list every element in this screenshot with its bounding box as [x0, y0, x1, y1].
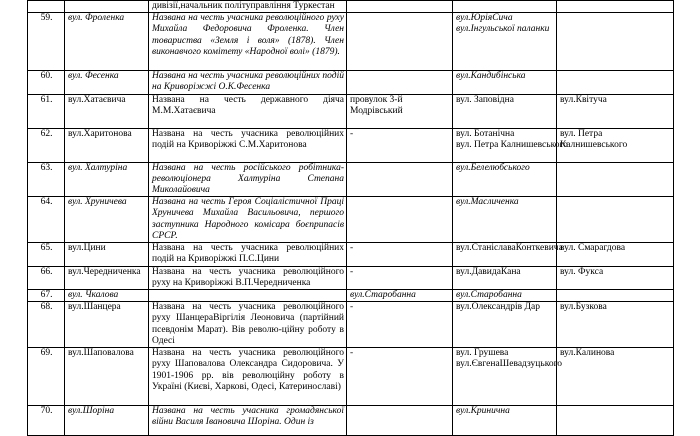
old-street-name: вул.Чередниченка — [65, 266, 149, 289]
row-number: 62. — [28, 128, 65, 162]
table-row — [28, 162, 674, 197]
new-street-name: вул.Белелюбського — [453, 162, 557, 197]
old-street-name: вул.Хатаєвича — [65, 94, 149, 128]
naming-description: Названа на честь учасника революційних подій на Криворіжжі С.М.Харитонова — [149, 128, 347, 162]
new-street-name: вул.Кринична — [453, 406, 557, 436]
row-number: 67. — [28, 290, 65, 302]
old-street-name: вул.Шоріна — [65, 406, 149, 436]
table-row — [28, 348, 674, 406]
alternative-street-name — [557, 197, 674, 243]
alternative-street-name: вул. Смарагдова — [557, 243, 674, 266]
proposal-column-a — [347, 406, 453, 436]
naming-description: Названа на честь учасника революційного руху ШанцераВіргілія Леоновича (партійний псевдонім Марат). Вів револю-ційну роботу в Одесі — [149, 302, 347, 348]
alternative-street-name — [557, 71, 674, 94]
row-number: 65. — [28, 243, 65, 266]
table-row — [28, 128, 674, 162]
row-number: 70. — [28, 406, 65, 436]
old-street-name: вул.Цини — [65, 243, 149, 266]
old-street-name: вул.Шанцера — [65, 302, 149, 348]
row-number — [28, 1, 65, 13]
proposal-column-a: - — [347, 243, 453, 266]
naming-description: Названа на честь російського робітника-революціонера Халтуріна Степана Миколайовича — [149, 162, 347, 197]
proposal-column-a — [347, 1, 453, 13]
new-street-name: вул.ДавидаКана — [453, 266, 557, 289]
alternative-street-name: вул.Бузкова — [557, 302, 674, 348]
new-street-name: вул. Ботанічна вул. Петра Калнишевського — [453, 128, 557, 162]
new-street-name: вул.Старобанна — [453, 290, 557, 302]
old-street-name: вул. Хруничева — [65, 197, 149, 243]
naming-description: Названа на честь державного діяча М.М.Хатаєвича — [149, 94, 347, 128]
naming-description: дивізії,начальник політуправління Туркестан — [149, 1, 347, 13]
row-number: 68. — [28, 302, 65, 348]
alternative-street-name — [557, 290, 674, 302]
alternative-street-name — [557, 406, 674, 436]
proposal-column-a: вул.Старобанна — [347, 290, 453, 302]
row-number: 69. — [28, 348, 65, 406]
table-row — [28, 302, 674, 348]
row-number: 61. — [28, 94, 65, 128]
table-row — [28, 1, 674, 13]
table-body — [28, 1, 674, 436]
row-number: 66. — [28, 266, 65, 289]
table-row — [28, 94, 674, 128]
old-street-name: вул. Чкалова — [65, 290, 149, 302]
table-row — [28, 13, 674, 71]
proposal-column-a — [347, 197, 453, 243]
alternative-street-name: вул. Фукса — [557, 266, 674, 289]
old-street-name: вул.Харитонова — [65, 128, 149, 162]
proposal-column-a — [347, 162, 453, 197]
naming-description — [149, 290, 347, 302]
proposal-column-a: - — [347, 302, 453, 348]
new-street-name: вул.Олександрів Дар — [453, 302, 557, 348]
new-street-name: вул.СтаніславаКонткевича — [453, 243, 557, 266]
old-street-name: вул. Халтуріна — [65, 162, 149, 197]
table-row — [28, 243, 674, 266]
alternative-street-name — [557, 162, 674, 197]
row-number: 60. — [28, 71, 65, 94]
table-row — [28, 71, 674, 94]
old-street-name — [65, 1, 149, 13]
alternative-street-name: вул.Калинова — [557, 348, 674, 406]
naming-description: Названа на честь учасника революційного руху на Криворіжжі В.П.Чередниченка — [149, 266, 347, 289]
proposal-column-a — [347, 71, 453, 94]
new-street-name: вул.Кандибінська — [453, 71, 557, 94]
proposal-column-a — [347, 13, 453, 71]
old-street-name: вул.Шаповалова — [65, 348, 149, 406]
new-street-name: вул. Грушева вул.ЄвгенаШевадзуцького — [453, 348, 557, 406]
proposal-column-a: - — [347, 128, 453, 162]
alternative-street-name — [557, 1, 674, 13]
naming-description: Названа на честь учасника революційного руху Шаповалова Олександра Сидоровича. У 1901-1906 рр. вів революційну роботу в Україні (Києві, Харкові, Одесі, Катеринославі) — [149, 348, 347, 406]
row-number: 59. — [28, 13, 65, 71]
naming-description: Названа на честь учасника громадянської війни Василя Івановича Шоріна. Один із — [149, 406, 347, 436]
new-street-name — [453, 1, 557, 13]
old-street-name: вул. Фроленка — [65, 13, 149, 71]
row-number: 64. — [28, 197, 65, 243]
proposal-column-a: - — [347, 266, 453, 289]
table-row — [28, 406, 674, 436]
naming-description: Названа на честь учасника революційних подій на Криворіжжі П.С.Цини — [149, 243, 347, 266]
table-row — [28, 290, 674, 302]
naming-description: Названа на честь учасника революційного руху Михайла Федоровича Фроленка. Член товариства «Земля і воля» (1878). Член виконавчого комітету «Народної волі» (1879). — [149, 13, 347, 71]
old-street-name: вул. Фесенка — [65, 71, 149, 94]
alternative-street-name: вул. Петра Калнишевського — [557, 128, 674, 162]
alternative-street-name: вул.Квітуча — [557, 94, 674, 128]
new-street-name: вул.Масличенка — [453, 197, 557, 243]
naming-description: Названа на честь Героя Соціалістичної Праці Хруничева Михайла Васильовича, першого заступника Народного комісара боєприпасів СРСР. — [149, 197, 347, 243]
row-number: 63. — [28, 162, 65, 197]
new-street-name: вул.ЮріяСича вул.Інгульської паланки — [453, 13, 557, 71]
new-street-name: вул. Заповідна — [453, 94, 557, 128]
table-row — [28, 266, 674, 289]
proposal-column-a: провулок 3-й Модрівський — [347, 94, 453, 128]
street-renaming-table — [27, 0, 674, 436]
alternative-street-name — [557, 13, 674, 71]
proposal-column-a: - — [347, 348, 453, 406]
table-row — [28, 197, 674, 243]
naming-description: Названа на честь учасника революційних подій на Криворіжжі О.К.Фесенка — [149, 71, 347, 94]
